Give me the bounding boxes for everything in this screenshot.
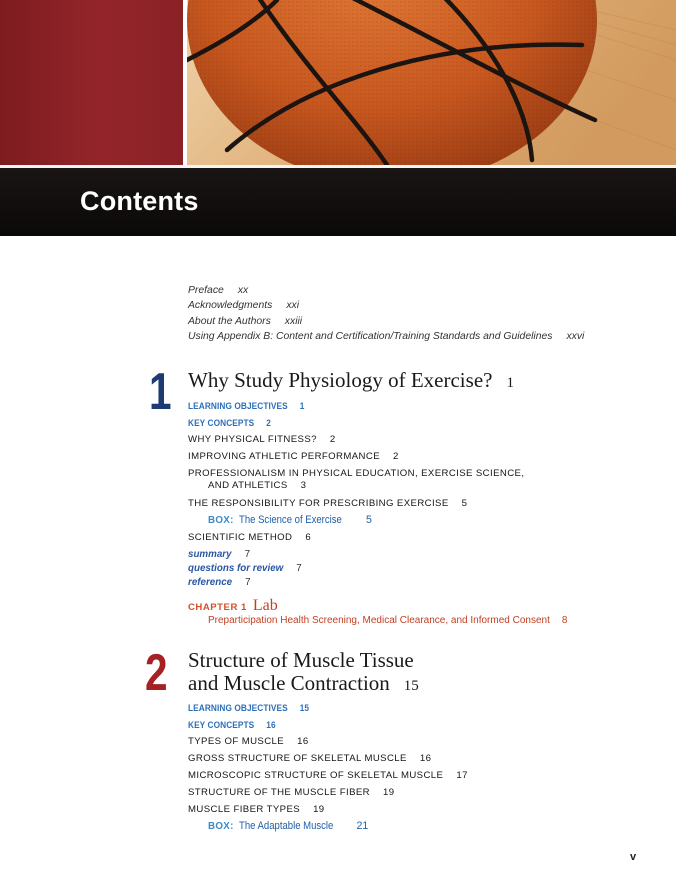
toc-entry[interactable] <box>188 770 468 787</box>
page-number: 16 <box>297 736 309 747</box>
page-number: 7 <box>245 577 251 588</box>
entry-text: LEARNING OBJECTIVES <box>188 401 288 411</box>
chapter-title-text: and Muscle Contraction <box>188 671 390 695</box>
chapter-2-title[interactable] <box>188 649 419 698</box>
page-number: 2 <box>329 434 336 445</box>
entry-text: The Adaptable Muscle <box>238 820 334 832</box>
toc-entry[interactable] <box>188 451 567 468</box>
toc-entry[interactable] <box>188 498 567 514</box>
page-number: 15 <box>403 678 419 694</box>
toc-entry[interactable] <box>188 417 537 434</box>
toc-entry[interactable] <box>188 563 567 577</box>
lab-label: CHAPTER 1 <box>188 602 247 613</box>
toc-box-entry[interactable] <box>188 514 567 532</box>
chapter-lab-heading[interactable] <box>188 597 567 615</box>
basketball-illustration <box>187 0 676 165</box>
chapter-1-title[interactable] <box>188 369 514 395</box>
entry-text: WHY PHYSICAL FITNESS? <box>188 434 317 445</box>
box-label: BOX: <box>208 821 234 832</box>
entry-text: reference <box>188 577 233 588</box>
page-number: xx <box>237 285 249 296</box>
entry-text: STRUCTURE OF THE MUSCLE FIBER <box>188 787 370 798</box>
entry-text: IMPROVING ATHLETIC PERFORMANCE <box>188 451 380 462</box>
toc-entry[interactable] <box>188 434 567 451</box>
page-number: 7 <box>244 549 251 560</box>
front-matter-title: Preface <box>188 285 224 296</box>
front-matter-title: Using Appendix B: Content and Certification/Training Standards and Guidelines <box>188 330 553 342</box>
header-banner <box>0 0 676 236</box>
basketball-photo <box>187 0 676 165</box>
entry-text: KEY CONCEPTS <box>188 418 255 428</box>
chapter-1-entries <box>188 400 567 626</box>
page-number: xxvi <box>566 330 585 342</box>
page-number: 16 <box>419 753 432 764</box>
toc-entry[interactable] <box>188 577 567 597</box>
lab-entry[interactable] <box>188 615 567 626</box>
entry-text: TYPES OF MUSCLE <box>188 736 285 747</box>
entry-text: SCIENTIFIC METHOD <box>188 532 293 543</box>
page-number: 21 <box>356 820 369 832</box>
page-number: 2 <box>266 418 271 428</box>
toc-entry[interactable] <box>188 702 445 719</box>
toc-entry[interactable] <box>188 736 468 753</box>
page-folio: v <box>630 851 637 863</box>
page-number: 16 <box>266 720 276 730</box>
chapter-1-number: 1 <box>149 363 170 421</box>
entry-text: questions for review <box>188 563 284 574</box>
page-number: 6 <box>305 532 312 543</box>
page-number: 5 <box>365 514 372 526</box>
page-number: 3 <box>300 480 307 491</box>
chapter-title-text: Why Study Physiology of Exercise? <box>188 368 493 392</box>
page-number: 1 <box>299 401 305 411</box>
page-number: 8 <box>561 615 568 626</box>
toc-entry[interactable] <box>188 804 468 820</box>
entry-text: summary <box>188 549 232 560</box>
toc-entry[interactable] <box>188 787 468 804</box>
entry-text: KEY CONCEPTS <box>188 720 255 730</box>
front-matter-list <box>188 283 584 344</box>
box-label: BOX: <box>208 515 234 526</box>
entry-text: PROFESSIONALISM IN PHYSICAL EDUCATION, EXERCISE SCIENCE, <box>188 468 525 479</box>
page-number: 5 <box>461 498 468 509</box>
front-matter-title: About the Authors <box>188 315 271 327</box>
front-matter-item[interactable] <box>188 283 584 298</box>
chapter-2-number: 2 <box>145 644 166 702</box>
entry-text: MICROSCOPIC STRUCTURE OF SKELETAL MUSCLE <box>188 770 444 781</box>
page-number: 19 <box>313 804 325 815</box>
toc-box-entry[interactable] <box>188 820 468 838</box>
entry-text: GROSS STRUCTURE OF SKELETAL MUSCLE <box>188 753 407 764</box>
front-matter-item[interactable] <box>188 329 584 344</box>
entry-text: MUSCLE FIBER TYPES <box>188 804 301 815</box>
lab-title: Lab <box>252 597 278 614</box>
entry-text: THE RESPONSIBILITY FOR PRESCRIBING EXERCISE <box>188 498 449 509</box>
entry-text: The Science of Exercise <box>238 514 342 526</box>
front-matter-title: Acknowledgments <box>188 300 273 312</box>
front-matter-item[interactable] <box>188 298 584 313</box>
toc-entry[interactable] <box>188 753 468 770</box>
page-number: 1 <box>506 375 514 391</box>
page-number: 2 <box>393 451 399 462</box>
red-color-block <box>0 0 183 165</box>
page-number: 15 <box>299 703 310 713</box>
lab-subtitle: Preparticipation Health Screening, Medical Clearance, and Informed Consent <box>208 615 550 626</box>
page-number: 19 <box>383 787 395 798</box>
entry-text-continued: AND ATHLETICS <box>208 480 288 491</box>
page-number: 17 <box>456 770 468 781</box>
chapter-2-entries <box>188 702 468 838</box>
toc-entry[interactable] <box>188 719 445 736</box>
page-number: xxi <box>286 300 300 312</box>
toc-entry[interactable] <box>188 532 567 549</box>
entry-text: LEARNING OBJECTIVES <box>188 703 288 713</box>
toc-entry[interactable] <box>188 400 537 417</box>
page-number: 7 <box>296 563 302 574</box>
toc-entry[interactable] <box>188 468 567 498</box>
chapter-title-text: Structure of Muscle Tissue <box>188 648 414 672</box>
page-number: xxiii <box>284 315 303 327</box>
front-matter-item[interactable] <box>188 314 584 329</box>
toc-entry[interactable] <box>188 549 567 563</box>
page-title: Contents <box>80 186 199 216</box>
